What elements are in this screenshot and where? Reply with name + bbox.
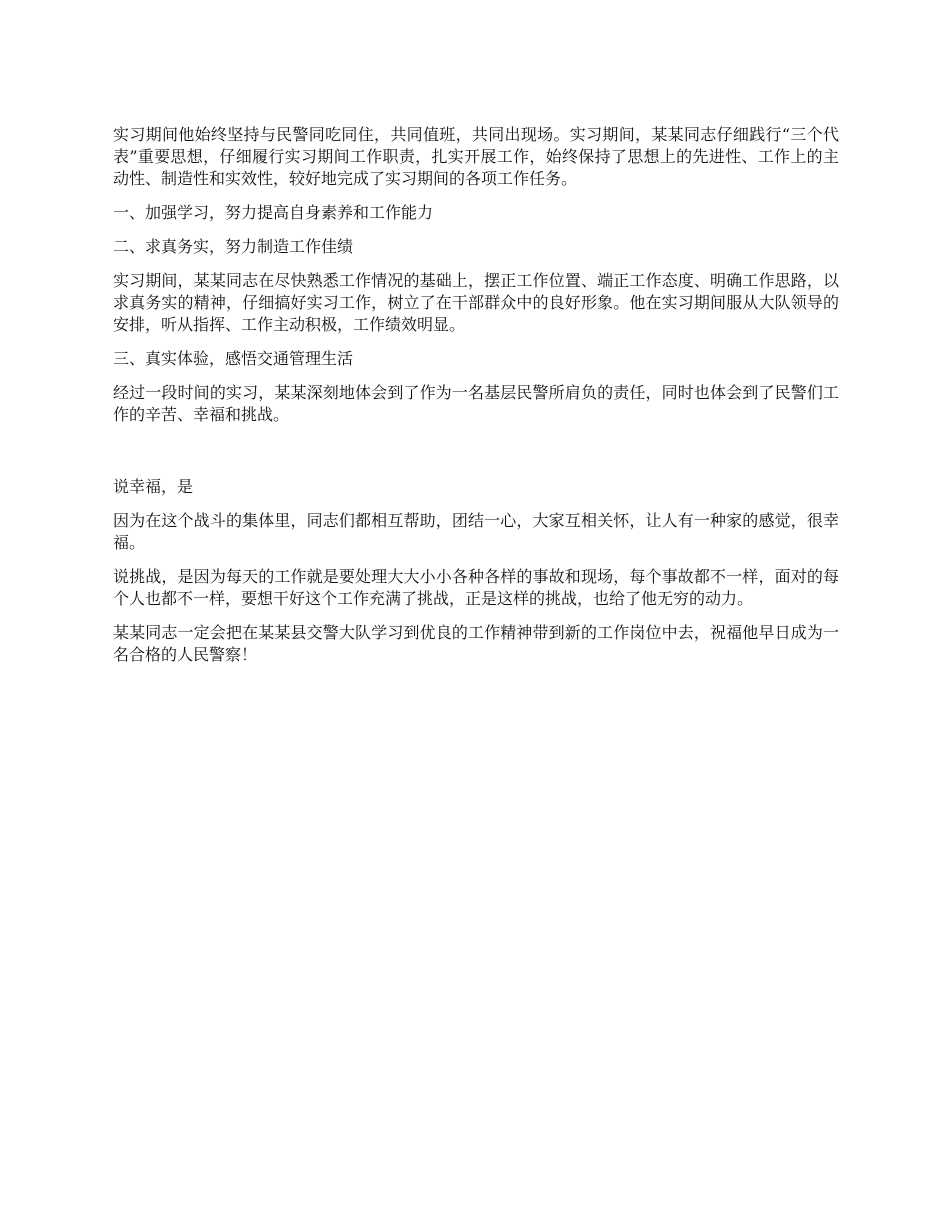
section-heading-3: 三、真实体验，感悟交通管理生活: [113, 349, 354, 368]
spacer: [113, 438, 839, 476]
paragraph-closing: 某某同志一定会把在某某县交警大队学习到优良的工作精神带到新的工作岗位中去，祝福他早日成为一名合格的人民警察！: [113, 623, 839, 664]
paragraph-happiness: 因为在这个战斗的集体里，同志们都相互帮助，团结一心，大家互相关怀，让人有一种家的感觉，很幸福。: [113, 511, 839, 552]
section-heading-1: 一、加强学习，努力提高自身素养和工作能力: [113, 203, 434, 222]
paragraph-intro: 实习期间他始终坚持与民警同吃同住，共同值班，共同出现场。实习期间，某某同志仔细践行“三个代表”重要思想，仔细履行实习期间工作职责，扎实开展工作，始终保持了思想上的先进性、工作上的主动性、制造性和实效性，较好地完成了实习期间的各项工作任务。: [113, 125, 839, 188]
paragraph-challenge: 说挑战，是因为每天的工作就是要处理大大小小各种各样的事故和现场，每个事故都不一样，面对的每个人也都不一样，要想干好这个工作充满了挑战，正是这样的挑战，也给了他无穷的动力。: [113, 567, 839, 608]
paragraph-section-2: 实习期间，某某同志在尽快熟悉工作情况的基础上，摆正工作位置、端正工作态度、明确工作思路，以求真务实的精神，仔细搞好实习工作，树立了在干部群众中的良好形象。他在实习期间服从大队领导的安排，听从指挥、工作主动积极，工作绩效明显。: [113, 271, 839, 334]
section-heading-2: 二、求真务实，努力制造工作佳绩: [113, 237, 354, 256]
paragraph-happiness-lead: 说幸福，是: [113, 477, 194, 496]
paragraph-section-3: 经过一段时间的实习，某某深刻地体会到了作为一名基层民警所肩负的责任，同时也体会到了民警们工作的辛苦、幸福和挑战。: [113, 383, 839, 424]
document-body: [113, 124, 839, 678]
